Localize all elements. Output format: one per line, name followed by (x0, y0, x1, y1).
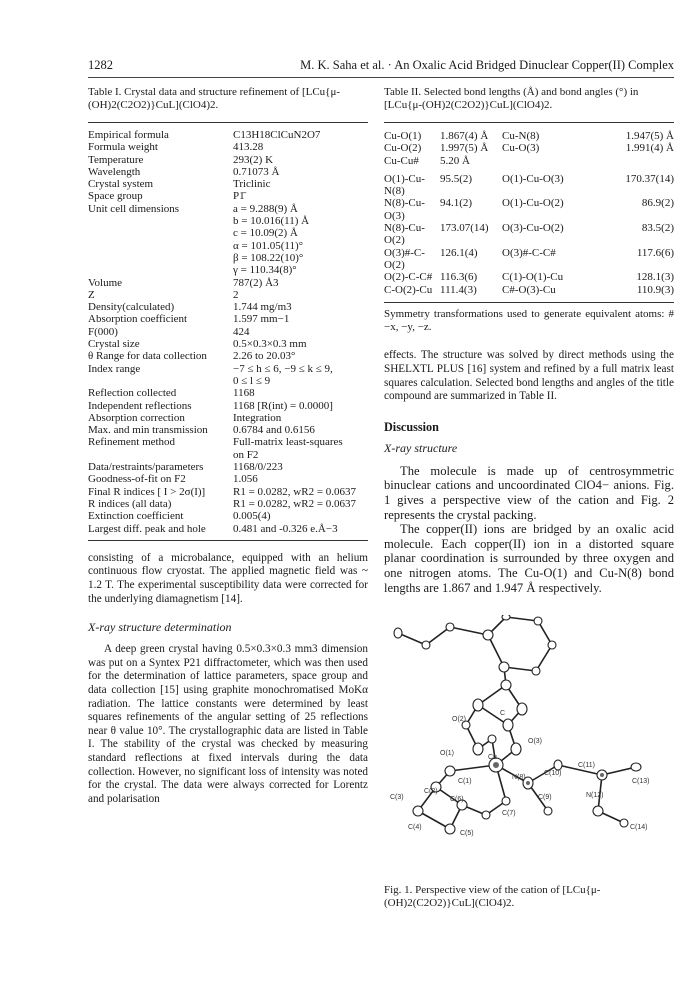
table1-row (88, 215, 368, 227)
table1-field-value: P1̄ (233, 190, 245, 203)
table1-row (88, 289, 368, 301)
table1-field-value: 0.005(4) (233, 510, 271, 523)
atom-label-c2: C(2) (424, 788, 438, 795)
table1-row (88, 400, 368, 412)
paragraph-cryostat: consisting of a microbalance, equipped with an helium continuous flow cryostat. The applied magnetic field was ~ 1.2 T. The experimental susceptibility data were corrected for the underlying diamagnetism [14]. (88, 551, 368, 605)
atom-label-o1: O(1) (440, 750, 454, 757)
figure1-caption: Fig. 1. Perspective view of the cation of [LCu{μ-(OH)2(C2O2)}CuL](ClO4)2. (384, 884, 601, 909)
table1-row (88, 252, 368, 264)
table1-row (88, 326, 368, 338)
table2-parameter: O(3)#-C-O(2) (384, 246, 425, 271)
table1-field-value: b = 10.016(11) Å (233, 215, 310, 228)
table1-row (88, 203, 368, 215)
table1-field-value: 413.28 (233, 141, 264, 154)
table1-field-value: β = 108.22(10)° (233, 251, 304, 264)
table1-caption: Table I. Crystal data and structure refinement of [LCu{μ-(OH)2(C2O2)}CuL](ClO4)2. (88, 86, 341, 111)
table1-field-label: θ Range for data collection (88, 350, 207, 363)
table2-parameter: Cu-O(1) (384, 130, 422, 142)
atom-label-c: C (500, 710, 506, 717)
running-title: M. K. Saha et al. · An Oxalic Acid Bridged Dinuclear Copper(II) Complex (300, 58, 674, 72)
table1-row (88, 154, 368, 166)
table1-row (88, 486, 368, 498)
table2-parameter: O(1)-Cu-O(3) (502, 172, 564, 185)
table2-parameter: C(1)-O(1)-Cu (502, 271, 564, 284)
table1-row (88, 190, 368, 202)
table1-field-label: Z (88, 288, 95, 301)
table2-parameter: O(3)-Cu-O(2) (502, 222, 564, 235)
symmetry-note: Symmetry transformations used to generate equivalent atoms: # −x, −y, −z. (384, 307, 674, 333)
table1-row (88, 313, 368, 325)
table2-parameter: Cu-N(8) (502, 130, 540, 142)
table1-field-value: 0.481 and -0.326 e.Å−3 (233, 522, 338, 535)
table1-field-value: 0 ≤ l ≤ 9 (233, 374, 271, 387)
atom-label-n8: N(8) (512, 774, 526, 781)
table2-value: 170.37(14) (625, 172, 674, 185)
left-column (88, 86, 368, 806)
table1-field-label: Empirical formula (88, 129, 169, 141)
table1-field-value: 1.056 (233, 473, 258, 486)
table2-top-rule (384, 122, 674, 123)
table1-field-label: Volume (88, 276, 123, 289)
atom-label-o2: O(2) (452, 716, 466, 723)
paragraph-molecule: The molecule is made up of centrosymmetric binuclear cations and uncoordinated ClO4− anions. Fig. 1 gives a perspective view of the cation and Fig. 2 represents the crystal packing. (384, 463, 674, 522)
table1-field-value: R1 = 0.0282, wR2 = 0.0637 (233, 497, 357, 510)
table1-row (88, 523, 368, 535)
figure1-ortep-drawing (388, 615, 674, 855)
table1-field-label (88, 252, 233, 264)
table1-field-value: Integration (233, 411, 282, 424)
table1-field-label: Final R indices [ I > 2σ(I)] (88, 485, 206, 498)
table2-parameter: Cu-Cu# (384, 154, 419, 167)
atom-label-c10: C(10) (544, 770, 562, 777)
paragraph-structure-solution: effects. The structure was solved by direct methods using the SHELXTL PLUS [16] system and refined by a full matrix least squares calculation. Selected bond lengths and angles of the title compound are summarized in Table II. (384, 349, 674, 403)
atom-label-cu: Cu (488, 754, 497, 761)
table1-row (88, 178, 368, 190)
table1-field-label: F(000) (88, 325, 118, 338)
table1-field-value: 424 (233, 325, 250, 338)
table1-field-label: Extinction coefficient (88, 510, 184, 523)
page-number: 1282 (88, 58, 113, 72)
table1-row (88, 424, 368, 436)
header-rule (88, 77, 674, 78)
table1-field-value: a = 9.288(9) Å (233, 202, 298, 215)
table2-row (384, 142, 674, 154)
table1-field-value: on F2 (233, 448, 259, 461)
table2-parameter: O(2)-C-C# (384, 271, 433, 284)
table2-value: 116.3(6) (440, 271, 478, 284)
table1-row (88, 449, 368, 461)
table1-field-label: Goodness-of-fit on F2 (88, 473, 186, 486)
paragraph-xray-determination: A deep green crystal having 0.5×0.3×0.3 mm3 dimension was put on a Syntex P21 diffractometer, which was then used for the determination of lattice parameters, space group and data collection [15] using graphite monochromatised MoKα radiation. The lattice constants were determined by least squares refinements of the angular setting of 25 reflections near θ value 10°. The crystallographic data are listed in Table I. The stability of the crystal was checked by measuring standard reflections at fixed intervals during the data collection. However, no significant loss of intensity was noted for the crystal. The data were always corrected for Lorentz and polarisation (88, 643, 368, 805)
table1-field-value: 1.744 mg/m3 (233, 301, 292, 314)
atom-label-c7: C(7) (502, 810, 516, 817)
table2-row (384, 284, 674, 296)
table1-row (88, 350, 368, 362)
atom-label-c13: C(13) (632, 778, 650, 785)
table2-value: 95.5(2) (440, 172, 473, 185)
table1-field-label: Absorption coefficient (88, 313, 188, 326)
table1-field-value: −7 ≤ h ≤ 6, −9 ≤ k ≤ 9, (233, 362, 333, 375)
table1-row (88, 498, 368, 510)
table1-row (88, 141, 368, 153)
table2-parameter: O(1)-Cu-O(2) (502, 197, 564, 210)
table2-parameter (502, 155, 602, 167)
table1-field-label: Unit cell dimensions (88, 202, 180, 215)
table1-field-label: Largest diff. peak and hole (88, 522, 206, 535)
table1-crystal-data (88, 129, 368, 535)
table1-row (88, 227, 368, 239)
table1-field-label (88, 227, 233, 239)
table1-field-value: γ = 110.34(8)° (233, 264, 297, 277)
right-column (384, 86, 674, 595)
table2-value: 110.9(3) (636, 283, 674, 296)
table1-row (88, 363, 368, 375)
table2-row (384, 247, 674, 272)
table2-parameter: N(8)-Cu-O(2) (384, 222, 425, 247)
atom-label-c6: C(6) (450, 796, 464, 803)
table2-value: 94.1(2) (440, 197, 473, 210)
table1-field-value: 0.71073 Å (233, 165, 280, 178)
table1-field-label (88, 264, 233, 276)
table1-row (88, 240, 368, 252)
table1-field-label (88, 449, 233, 461)
table1-field-label (88, 215, 233, 227)
table2-parameter: N(8)-Cu-O(3) (384, 197, 425, 222)
atom-label-o3: O(3) (528, 738, 542, 745)
table1-field-label: Space group (88, 190, 143, 203)
table2-parameter: C-O(2)-Cu (384, 283, 433, 296)
table2-value: 1.991(4) Å (625, 142, 674, 155)
table2-value: 128.1(3) (636, 271, 674, 284)
table2-caption: Table II. Selected bond lengths (Å) and bond angles (°) in [LCu{μ-(OH)2(C2O2)}CuL](ClO4)2. (384, 86, 639, 111)
table1-field-value: R1 = 0.0282, wR2 = 0.0637 (233, 485, 357, 498)
table1-field-value: 293(2) K (233, 153, 274, 166)
table2-value: 83.5(2) (641, 222, 674, 235)
table2-row (384, 197, 674, 222)
table2-value (602, 155, 674, 167)
table1-row (88, 301, 368, 313)
table2-row (384, 173, 674, 198)
table2-value: 86.9(2) (641, 197, 674, 210)
atom-label-c4: C(4) (408, 824, 422, 831)
table2-value: 117.6(6) (636, 246, 674, 259)
table1-field-label: R indices (all data) (88, 497, 172, 510)
table1-row (88, 412, 368, 424)
atom-label-c5: C(5) (460, 830, 474, 837)
table1-field-label: Absorption correction (88, 411, 185, 424)
table1-field-label: Independent reflections (88, 399, 192, 412)
table2-value: 173.07(14) (440, 222, 489, 235)
table1-field-value: 787(2) Å3 (233, 276, 279, 289)
atom-label-c11: C(11) (578, 762, 595, 769)
table1-row (88, 264, 368, 276)
table2-parameter: C#-O(3)-Cu (502, 283, 556, 296)
table1-field-label: Crystal system (88, 178, 154, 191)
table1-field-label: Reflection collected (88, 387, 177, 400)
table1-field-value: 0.6784 and 0.6156 (233, 424, 315, 437)
table2-value: 1.867(4) Å (440, 130, 489, 142)
table1-field-label: Max. and min transmission (88, 424, 208, 437)
table1-field-label: Index range (88, 362, 141, 375)
table1-field-value: α = 101.05(11)° (233, 239, 304, 252)
table1-row (88, 510, 368, 522)
table1-row (88, 129, 368, 141)
table1-bottom-rule (88, 540, 368, 541)
table1-row (88, 436, 368, 448)
atom-label-c14: C(14) (630, 824, 648, 831)
table2-row (384, 222, 674, 247)
table1-field-label: Refinement method (88, 436, 176, 449)
table1-field-value: Full-matrix least-squares (233, 436, 343, 449)
table1-field-value: 1168 [R(int) = 0.0000] (233, 399, 333, 412)
table2-value: 1.997(5) Å (440, 142, 489, 155)
atom-label-n12: N(12) (586, 792, 604, 799)
table1-field-label (88, 240, 233, 252)
atom-label-c9: C(9) (538, 794, 552, 801)
table1-field-label: Wavelength (88, 165, 141, 178)
table1-field-value: 0.5×0.3×0.3 mm (233, 338, 307, 351)
paragraph-copper-ions: The copper(II) ions are bridged by an oxalic acid molecule. Each copper(II) ion in a distorted square planar coordination is surrounded by three oxygen and one nitrogen atoms. The Cu-O(1) and Cu-N(8) bond lengths are 1.867 and 1.947 Å respectively. (384, 522, 674, 595)
table1-field-value: 1168/0/223 (233, 461, 283, 474)
table2-row (384, 130, 674, 142)
section-heading-discussion: Discussion (384, 419, 439, 434)
table1-field-label: Crystal size (88, 338, 140, 351)
table1-field-label (88, 375, 233, 387)
table2-value: 1.947(5) Å (625, 130, 674, 142)
table1-top-rule (88, 122, 368, 123)
atom-label-c1: C(1) (458, 778, 472, 785)
table2-row (384, 271, 674, 283)
table1-field-value: 2.26 to 20.03° (233, 350, 296, 363)
table1-field-label: Temperature (88, 153, 144, 166)
table2-bottom-rule (384, 302, 674, 303)
table1-field-value: 2 (233, 288, 239, 301)
table1-row (88, 473, 368, 485)
subheading-xray-structure: X-ray structure (384, 440, 458, 455)
table2-parameter: Cu-O(3) (502, 142, 540, 155)
table1-row (88, 387, 368, 399)
table1-field-value: c = 10.09(2) Å (233, 227, 298, 240)
table1-row (88, 166, 368, 178)
molecule-svg (388, 615, 674, 855)
table2-row (384, 155, 674, 167)
table1-field-value: 1.597 mm−1 (233, 313, 290, 326)
table1-field-value: Triclinic (233, 178, 271, 191)
table2-bond-data (384, 130, 674, 296)
table1-field-value: 1168 (233, 387, 255, 400)
table1-row (88, 277, 368, 289)
table2-value: 5.20 Å (440, 154, 470, 167)
table2-value: 111.4(3) (440, 283, 477, 296)
table1-row (88, 338, 368, 350)
table2-value: 126.1(4) (440, 246, 478, 259)
table1-field-label: Data/restraints/parameters (88, 461, 204, 474)
table1-field-value: C13H18ClCuN2O7 (233, 129, 321, 141)
subheading-xray-determination: X-ray structure determination (88, 620, 232, 635)
table1-row (88, 375, 368, 387)
table2-parameter: O(3)#-C-C# (502, 246, 556, 259)
table2-parameter: Cu-O(2) (384, 142, 422, 155)
table1-field-label: Density(calculated) (88, 301, 175, 314)
atom-label-c3: C(3) (390, 794, 404, 801)
table1-field-label: Formula weight (88, 141, 158, 154)
table1-row (88, 461, 368, 473)
table2-parameter: O(1)-Cu-N(8) (384, 172, 425, 198)
